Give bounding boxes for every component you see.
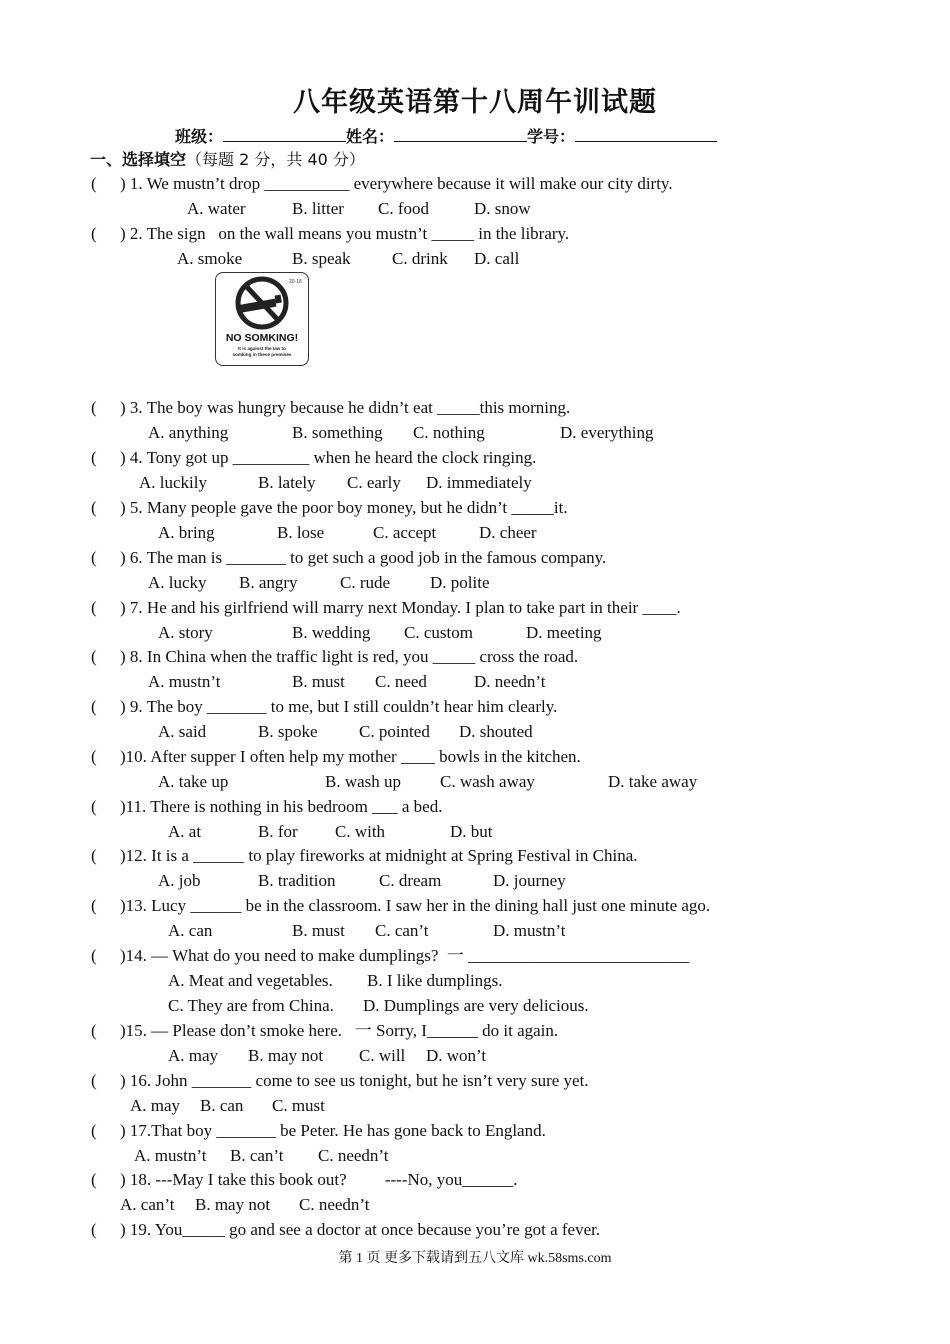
- answer-option: C. drink: [392, 249, 448, 268]
- no-smoking-icon: [216, 273, 308, 365]
- answer-option: A. job: [158, 871, 201, 890]
- answer-option: C. needn’t: [299, 1195, 370, 1214]
- question-text: ) 1. We mustn’t drop __________ everywhere because it will make our city dirty.: [120, 174, 673, 193]
- answer-option: D. take away: [608, 772, 698, 791]
- answer-option: D. needn’t: [474, 672, 546, 691]
- answer-option: A. can: [168, 921, 213, 940]
- answer-option: C. nothing: [413, 423, 485, 442]
- answer-paren: (: [91, 747, 97, 766]
- answer-option: B. lose: [277, 523, 325, 542]
- question-text: )10. After supper I often help my mother ____ bowls in the kitchen.: [120, 747, 581, 766]
- answer-option: C. food: [378, 199, 429, 218]
- answer-paren: (: [91, 224, 97, 243]
- answer-option: D. call: [474, 249, 520, 268]
- answer-option: A. may: [130, 1096, 181, 1115]
- answer-option: D. everything: [560, 423, 654, 442]
- answer-option: C. need: [375, 672, 427, 691]
- answer-paren: (: [91, 548, 97, 567]
- answer-option: C. can’t: [375, 921, 429, 940]
- answer-option: D. mustn’t: [493, 921, 566, 940]
- answer-option: B. something: [292, 423, 383, 442]
- answer-option: B. spoke: [258, 722, 318, 741]
- answer-option: B. angry: [239, 573, 298, 592]
- answer-option: D. cheer: [479, 523, 537, 542]
- question-text: ) 4. Tony got up _________ when he heard the clock ringing.: [120, 448, 537, 467]
- answer-option: B. may not: [248, 1046, 324, 1065]
- answer-option: B. lately: [258, 473, 316, 492]
- answer-option: C. accept: [373, 523, 437, 542]
- answer-option: A. may: [168, 1046, 219, 1065]
- sign-subtext-1: It is against the law to: [238, 346, 286, 351]
- question-text: )13. Lucy ______ be in the classroom. I saw her in the dining hall just one minute ago.: [120, 896, 711, 915]
- answer-option: A. water: [187, 199, 246, 218]
- answer-option: A. luckily: [139, 473, 207, 492]
- answer-paren: (: [91, 498, 97, 517]
- question-text: ) 7. He and his girlfriend will marry next Monday. I plan to take part in their ____.: [120, 598, 681, 617]
- answer-option: A. mustn’t: [134, 1146, 207, 1165]
- answer-paren: (: [91, 697, 97, 716]
- answer-option: B. must: [292, 672, 345, 691]
- page-title: 八年级英语第十八周午训试题: [293, 87, 657, 118]
- answer-option: B. can: [200, 1096, 244, 1115]
- answer-paren: (: [91, 398, 97, 417]
- answer-paren: (: [91, 1170, 97, 1189]
- answer-paren: (: [91, 598, 97, 617]
- name-label: 姓名：: [346, 127, 395, 146]
- answer-option: A. bring: [158, 523, 215, 542]
- answer-option: B. for: [258, 822, 298, 841]
- sign-subtext-2: somking in these premises: [232, 352, 292, 357]
- answer-option: A. story: [158, 623, 213, 642]
- answer-option: B. can’t: [230, 1146, 284, 1165]
- answer-option: C. They are from China.: [168, 996, 334, 1015]
- id-blank: [575, 125, 717, 142]
- answer-option: B. tradition: [258, 871, 336, 890]
- answer-paren: (: [91, 1121, 97, 1140]
- section-heading: 一、选择填空（每题 2 分，共 40 分）: [90, 150, 365, 169]
- answer-option: D. polite: [430, 573, 490, 592]
- question-text: ) 6. The man is _______ to get such a good job in the famous company.: [120, 548, 607, 567]
- answer-option: D. journey: [493, 871, 566, 890]
- answer-option: B. I like dumplings.: [367, 971, 503, 990]
- class-blank: [223, 125, 346, 142]
- answer-paren: (: [91, 174, 97, 193]
- answer-paren: (: [91, 797, 97, 816]
- answer-option: C. wash away: [440, 772, 535, 791]
- question-text: ) 18. ---May I take this book out? ----No, you______.: [120, 1170, 518, 1189]
- question-text: )11. There is nothing in his bedroom ___ a bed.: [120, 797, 443, 816]
- answer-option: B. may not: [195, 1195, 271, 1214]
- answer-option: A. said: [158, 722, 207, 741]
- answer-option: C. early: [347, 473, 401, 492]
- answer-option: C. custom: [404, 623, 473, 642]
- answer-option: C. must: [272, 1096, 325, 1115]
- question-text: ) 5. Many people gave the poor boy money, but he didn’t _____it.: [120, 498, 568, 517]
- answer-option: A. anything: [148, 423, 229, 442]
- question-text: ) 9. The boy _______ to me, but I still couldn’t hear him clearly.: [120, 697, 558, 716]
- answer-option: A. mustn’t: [148, 672, 221, 691]
- answer-paren: (: [91, 1071, 97, 1090]
- class-label: 班级：: [175, 127, 224, 146]
- answer-option: A. lucky: [148, 573, 207, 592]
- question-text: ) 17.That boy _______ be Peter. He has gone back to England.: [120, 1121, 546, 1140]
- question-text: )14. — What do you need to make dumplings? 一 __________________________: [120, 946, 690, 965]
- answer-option: D. won’t: [426, 1046, 487, 1065]
- answer-option: A. at: [168, 822, 202, 841]
- answer-option: C. will: [359, 1046, 406, 1065]
- answer-paren: (: [91, 647, 97, 666]
- answer-option: C. rude: [340, 573, 391, 592]
- question-text: ) 16. John _______ come to see us tonight, but he isn’t very sure yet.: [120, 1071, 589, 1090]
- question-text: )12. It is a ______ to play fireworks at midnight at Spring Festival in China.: [120, 846, 638, 865]
- question-text: ) 8. In China when the traffic light is red, you _____ cross the road.: [120, 647, 579, 666]
- answer-paren: (: [91, 448, 97, 467]
- answer-option: D. but: [450, 822, 493, 841]
- answer-option: A. take up: [158, 772, 229, 791]
- answer-option: D. Dumplings are very delicious.: [363, 996, 589, 1015]
- answer-option: A. Meat and vegetables.: [168, 971, 333, 990]
- name-blank: [394, 125, 527, 142]
- answer-option: C. pointed: [359, 722, 430, 741]
- answer-paren: (: [91, 946, 97, 965]
- answer-paren: (: [91, 846, 97, 865]
- answer-paren: (: [91, 1021, 97, 1040]
- answer-option: C. needn’t: [318, 1146, 389, 1165]
- question-text: ) 3. The boy was hungry because he didn’t eat _____this morning.: [120, 398, 571, 417]
- answer-option: C. dream: [379, 871, 442, 890]
- answer-option: D. shouted: [459, 722, 533, 741]
- question-text: )15. — Please don’t smoke here. 一 Sorry, I______ do it again.: [120, 1021, 559, 1040]
- answer-option: B. wash up: [325, 772, 402, 791]
- page-footer: 第 1 页 更多下载请到五八文库 wk.58sms.com: [338, 1251, 612, 1266]
- question-text: ) 19. You_____ go and see a doctor at once because you’re got a fever.: [120, 1220, 601, 1239]
- answer-option: A. can’t: [120, 1195, 175, 1214]
- id-label: 学号：: [527, 127, 576, 146]
- answer-option: B. must: [292, 921, 345, 940]
- answer-option: D. meeting: [526, 623, 602, 642]
- answer-option: A. smoke: [177, 249, 243, 268]
- student-info-line: [175, 124, 717, 147]
- answer-option: D. immediately: [426, 473, 532, 492]
- answer-option: B. litter: [292, 199, 344, 218]
- no-smoking-sign: [215, 272, 309, 366]
- sign-corner-text: 20-18: [289, 279, 302, 285]
- answer-paren: (: [91, 1220, 97, 1239]
- answer-option: B. speak: [292, 249, 351, 268]
- question-text: ) 2. The sign on the wall means you mustn’t _____ in the library.: [120, 224, 570, 243]
- answer-option: D. snow: [474, 199, 531, 218]
- answer-option: B. wedding: [292, 623, 371, 642]
- answer-option: C. with: [335, 822, 386, 841]
- sign-main-text: NO SOMKING!: [225, 332, 299, 344]
- answer-paren: (: [91, 896, 97, 915]
